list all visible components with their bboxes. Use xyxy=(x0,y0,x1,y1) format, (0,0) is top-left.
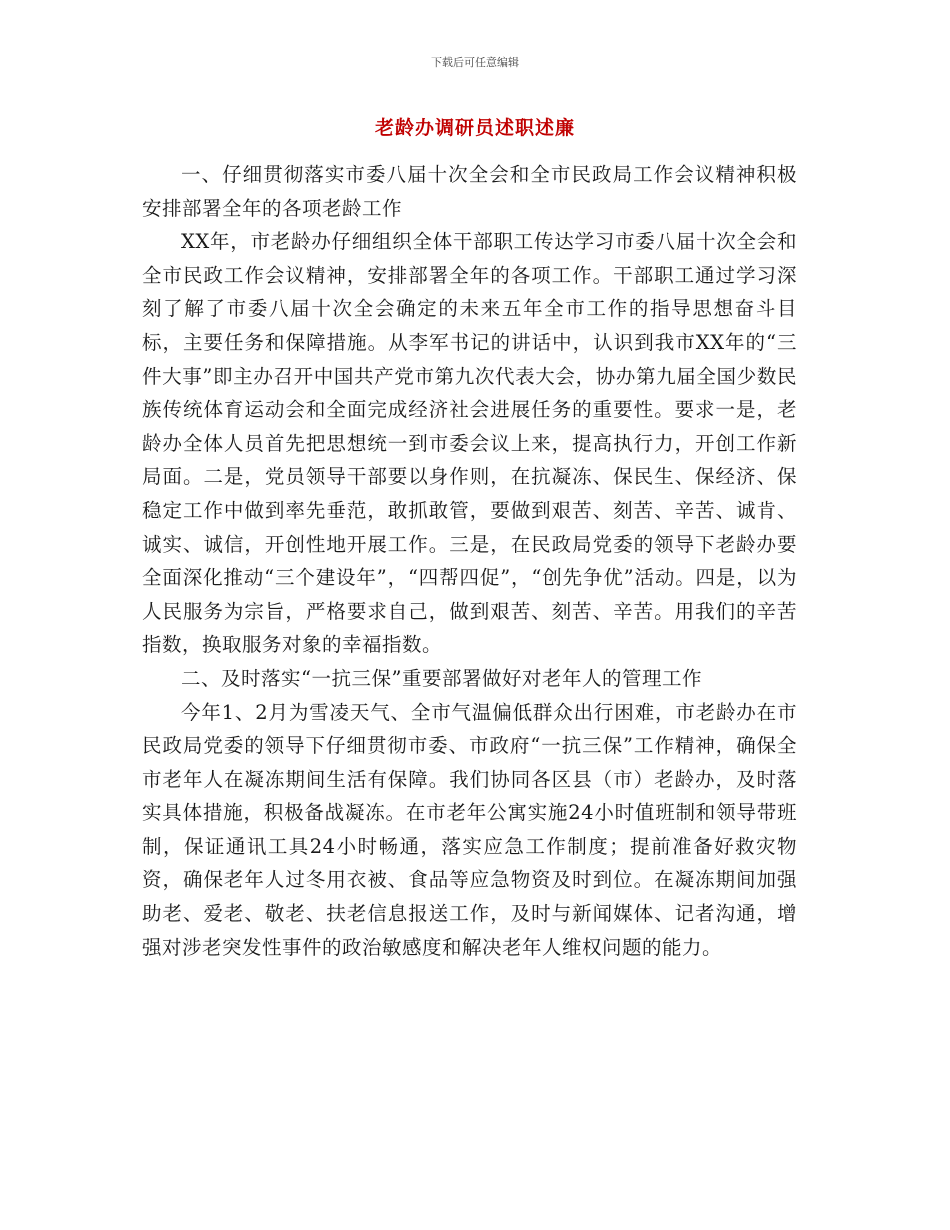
section-heading-1: 一、仔细贯彻落实市委八届十次全会和全市民政局工作会议精神积极安排部署全年的各项老龄工作 xyxy=(142,163,797,220)
page-header-note: 下载后可任意编辑 xyxy=(431,56,519,69)
section-heading-2: 二、及时落实“一抗三保”重要部署做好对老年人的管理工作 xyxy=(181,666,702,690)
body-paragraph-1: XX年，市老龄办仔细组织全体干部职工传达学习市委八届十次全会和全市民政工作会议精神，安排部署全年的各项工作。干部职工通过学习深刻了解了市委八届十次全会确定的未来五年全市工作的指导思想奋斗目标，主要任务和保障措施。从李军书记的讲话中，认识到我市XX年的“三件大事”即主办召开中国共产党市第九次代表大会，协办第九届全国少数民族传统体育运动会和全面完成经济社会进展任务的重要性。要求一是，老龄办全体人员首先把思想统一到市委会议上来，提高执行力，开创工作新局面。二是，党员领导干部要以身作则，在抗凝冻、保民生、保经济、保稳定工作中做到率先垂范，敢抓敢管，要做到艰苦、刻苦、辛苦、诚肯、诚实、诚信，开创性地开展工作。三是，在民政局党委的领导下老龄办要全面深化推动“三个建设年”，“四帮四促”，“创先争优”活动。四是，以为人民服务为宗旨，严格要求自己，做到艰苦、刻苦、辛苦。用我们的辛苦指数，换取服务对象的幸福指数。 xyxy=(142,230,797,657)
body-paragraph-2: 今年1、2月为雪凌天气、全市气温偏低群众出行困难，市老龄办在市民政局党委的领导下仔细贯彻市委、市政府“一抗三保”工作精神，确保全市老年人在凝冻期间生活有保障。我们协同各区县（市）老龄办，及时落实具体措施，积极备战凝冻。在市老年公寓实施24小时值班制和领导带班制，保证通讯工具24小时畅通，落实应急工作制度；提前准备好救灾物资，确保老年人过冬用衣被、食品等应急物资及时到位。在凝冻期间加强助老、爱老、敬老、扶老信息报送工作，及时与新闻媒体、记者沟通，增强对涉老突发性事件的政治敏感度和解决老年人维权问题的能力。 xyxy=(142,700,797,959)
document-body xyxy=(142,158,797,964)
document-title: 老龄办调研员述职述廉 xyxy=(374,117,575,139)
